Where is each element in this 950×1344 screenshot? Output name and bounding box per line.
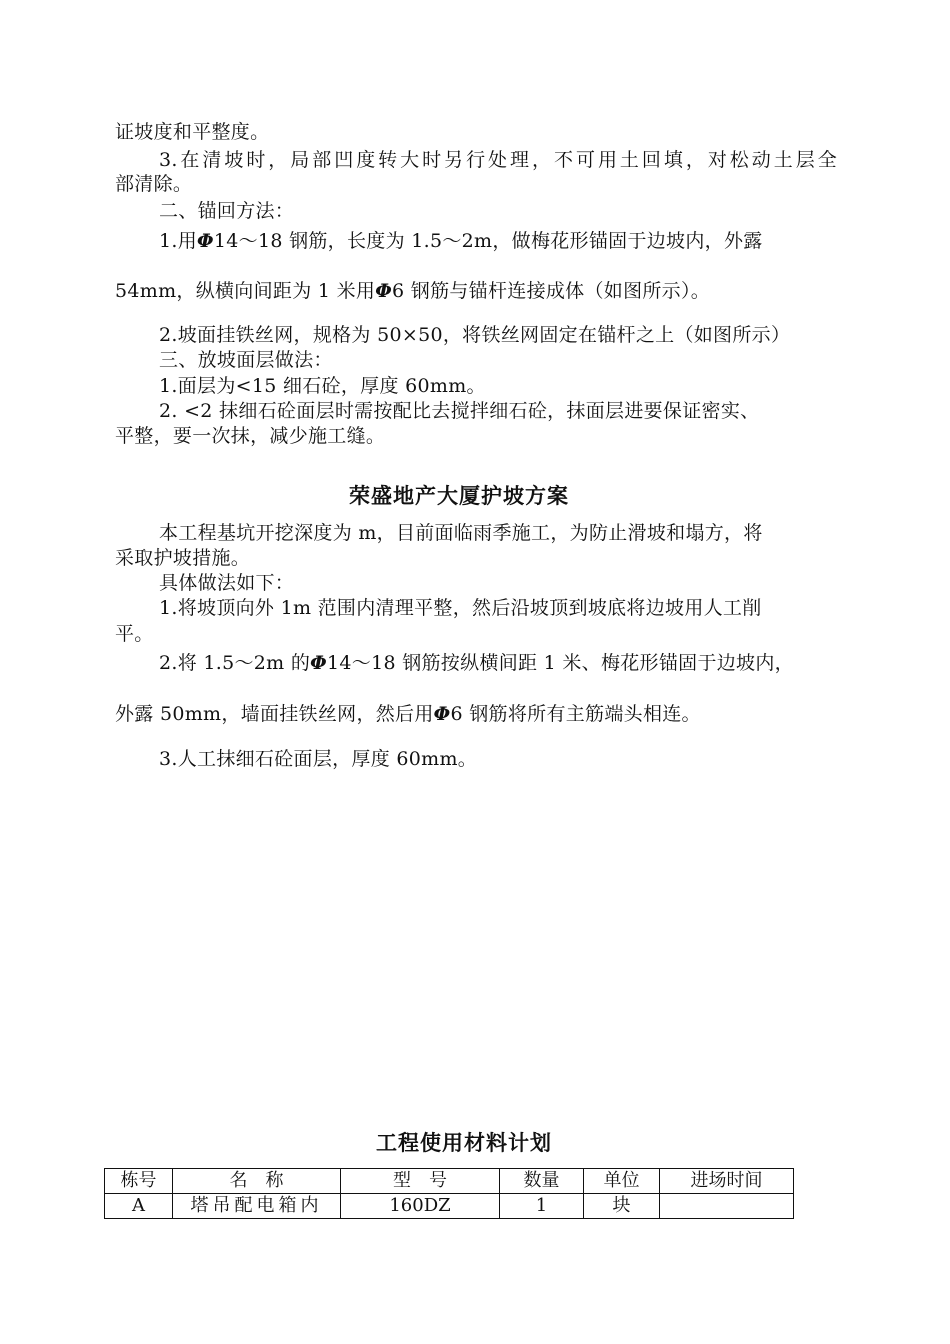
text-segment: 1.用 [159,230,198,252]
table-title: 工程使用材料计划 [376,1131,552,1155]
table-cell [660,1194,794,1219]
text-line: 平。 [115,623,154,645]
text-segment: 6 钢筋将所有主筋端头相连。 [450,703,701,725]
text-line: 证坡度和平整度。 [115,121,270,143]
text-line [159,651,794,675]
table-cell: 160DZ [341,1194,500,1219]
text-line: 1.将坡顶向外 1m 范围内清理平整，然后沿坡顶到坡底将边坡用人工削 [159,597,762,619]
text-line: 本工程基坑开挖深度为 m，目前面临雨季施工，为防止滑坡和塌方，将 [159,522,763,544]
text-segment: 54mm，纵横向间距为 1 米用 [115,280,376,302]
section-heading: 二、锚回方法： [159,200,295,222]
text-line: 平整，要一次抹，减少施工缝。 [115,425,386,447]
phi-symbol: Φ [310,652,327,674]
text-segment: 外露 50mm，墙面挂铁丝网，然后用 [115,703,434,725]
header-cell: 单位 [584,1169,660,1194]
text-line: 3.在清坡时，局部凹度转大时另行处理，不可用土回填，对松动土层全 [159,149,837,171]
table-header-row [105,1169,794,1194]
header-cell: 进场时间 [660,1169,794,1194]
table-cell: A [105,1194,173,1219]
table-cell: 块 [584,1194,660,1219]
header-cell: 栋号 [105,1169,173,1194]
text-line: 3.人工抹细石砼面层，厚度 60mm。 [159,748,478,770]
table-cell: 1 [500,1194,584,1219]
text-segment: 6 钢筋与锚杆连接成体（如图所示）。 [392,280,711,302]
materials-table [104,1168,794,1219]
text-line: 部清除。 [115,173,193,195]
header-cell: 数量 [500,1169,584,1194]
text-line: 2.坡面挂铁丝网，规格为 50×50，将铁丝网固定在锚杆之上（如图所示） [159,324,791,346]
text-segment: 14～18 钢筋按纵横间距 1 米、梅花形锚固于边坡内， [327,652,794,674]
header-cell: 名 称 [173,1169,341,1194]
text-line [115,279,710,303]
text-line: 具体做法如下： [159,572,295,594]
document-title: 荣盛地产大厦护坡方案 [349,484,569,508]
text-line [115,702,701,726]
text-segment: 2.将 1.5～2m 的 [159,652,311,674]
header-cell: 型 号 [341,1169,500,1194]
text-line: 采取护坡措施。 [115,547,251,569]
section-heading: 三、放坡面层做法： [159,349,333,371]
phi-symbol: Φ [433,703,451,725]
table-row [105,1194,794,1219]
table-cell: 塔吊配电箱内 [173,1194,341,1219]
text-line: 2. <2 抹细石砼面层时需按配比去搅拌细石砼，抹面层进要保证密实、 [159,400,760,422]
phi-symbol: Φ [375,280,393,302]
text-segment: 14～18 钢筋，长度为 1.5～2m，做梅花形锚固于边坡内，外露 [213,230,763,252]
text-line: 1.面层为<15 细石砼，厚度 60mm。 [159,375,486,397]
text-line [159,229,763,253]
phi-symbol: Φ [197,230,214,252]
